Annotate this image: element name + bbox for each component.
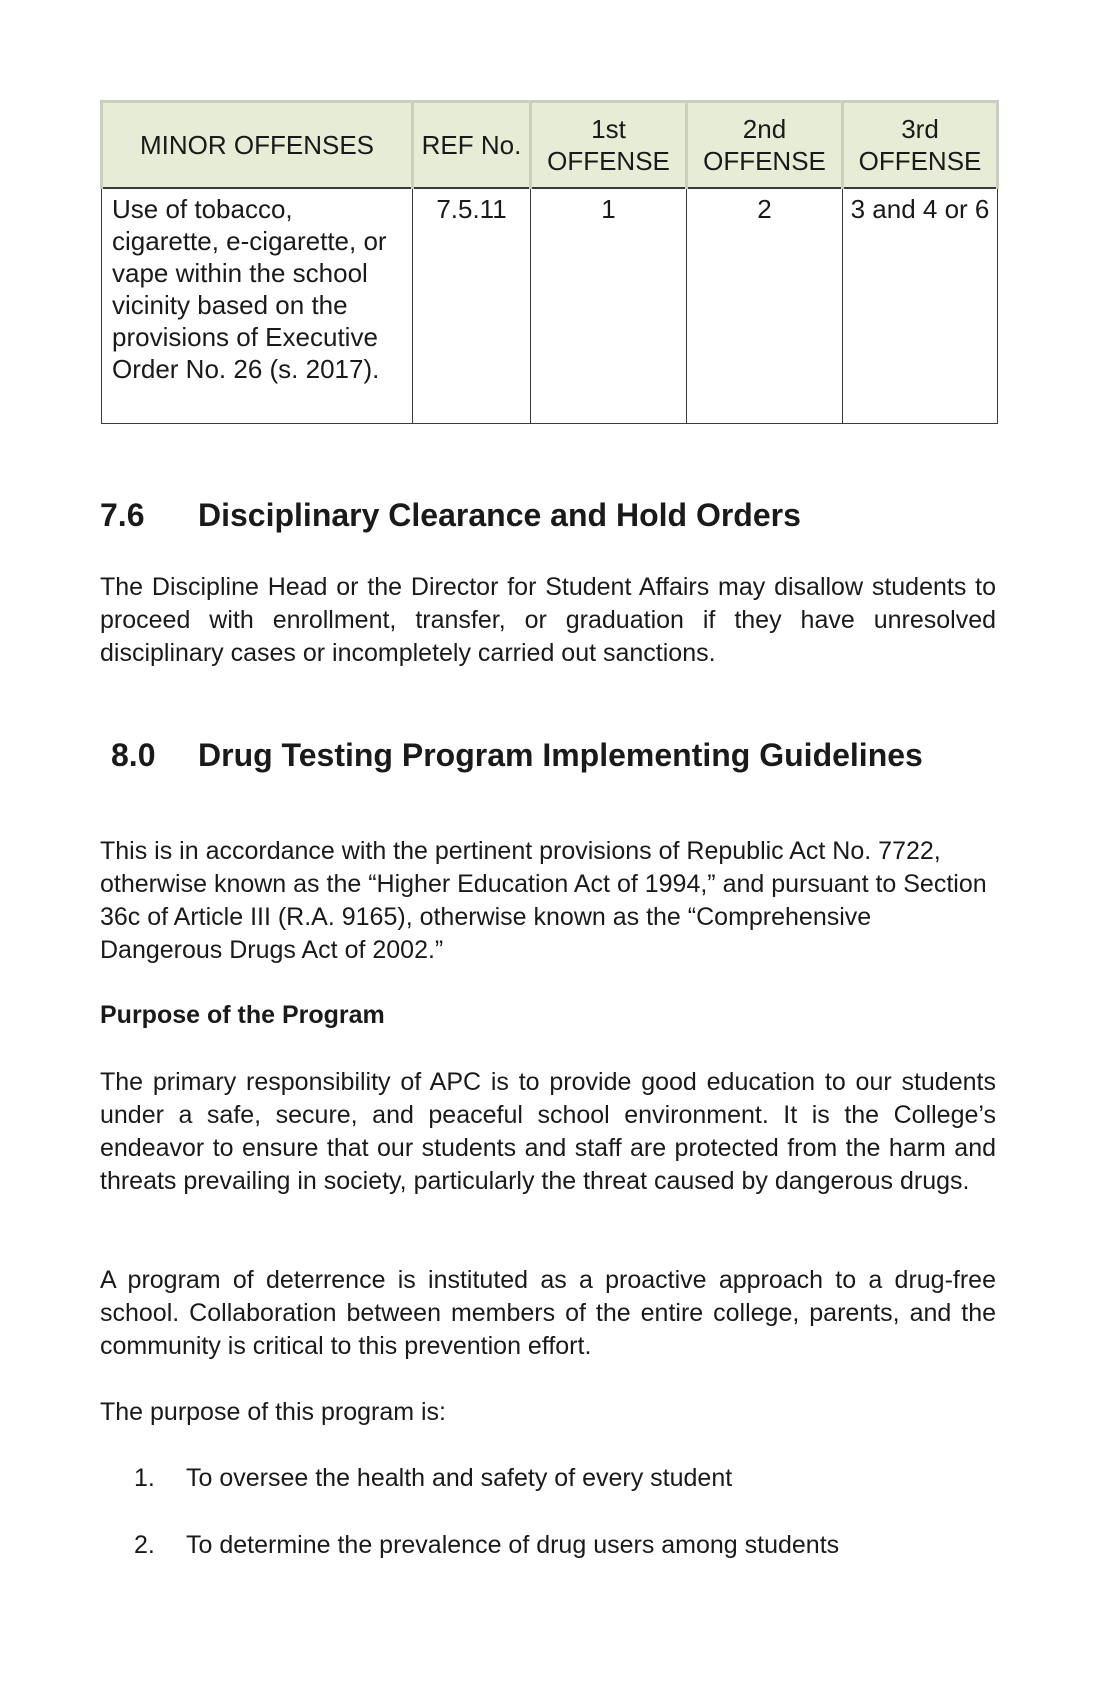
first-offense-value: 1 — [531, 188, 687, 424]
header-minor-offenses: MINOR OFFENSES — [102, 102, 413, 189]
table-header-row — [102, 102, 998, 189]
list-item-text: To oversee the health and safety of every student — [186, 1464, 733, 1492]
section-7-6-body: The Discipline Head or the Director for Student Affairs may disallow students to proceed with enrollment, transfer, or graduation if they have unresolved disciplinary cases or incompletely carried out sanctions. — [100, 573, 996, 667]
list-item-number: 2. — [134, 1531, 155, 1559]
list-item-text: To determine the prevalence of drug users among students — [186, 1531, 840, 1559]
purpose-paragraph-2: A program of deterrence is instituted as a proactive approach to a drug-free school. Collaboration between members of the entire college, parents, and the community is critical to this prevention effort. — [100, 1266, 996, 1360]
section-8-0-number: 8.0 — [111, 737, 156, 773]
header-2nd-offense: 2nd OFFENSE — [687, 102, 843, 189]
section-8-0-title: Drug Testing Program Implementing Guidelines — [198, 737, 923, 773]
second-offense-value: 2 — [687, 188, 843, 424]
section-8-0-heading — [111, 737, 923, 774]
list-item — [134, 1529, 839, 1562]
header-3rd-offense: 3rd OFFENSE — [843, 102, 998, 189]
header-ref-no: REF No. — [413, 102, 531, 189]
section-7-6-number: 7.6 — [100, 497, 145, 533]
offense-description: Use of tobacco, cigarette, e-cigarette, or vape within the school vicinity based on the provisions of Executive Order No. 26 (s. 2017). — [102, 188, 413, 424]
purpose-heading: Purpose of the Program — [100, 1001, 385, 1029]
drug-program-intro: This is in accordance with the pertinent provisions of Republic Act No. 7722, otherwise known as the “Higher Education Act of 1994,” and pursuant to Section 36c of Article III (R.A. 9165), otherwise known as the “Comprehensive Dangerous Drugs Act of 2002.” — [100, 837, 987, 964]
section-7-6-heading — [100, 497, 801, 534]
list-item — [134, 1462, 732, 1495]
header-1st-offense: 1st OFFENSE — [531, 102, 687, 189]
table-row — [102, 188, 998, 424]
section-7-6-title: Disciplinary Clearance and Hold Orders — [198, 497, 801, 533]
purpose-paragraph-1: The primary responsibility of APC is to provide good education to our students under a safe, secure, and peaceful school environment. It is the College’s endeavor to ensure that our students and staff are protected from the harm and threats prevailing in society, particularly the threat caused by dangerous drugs. — [100, 1068, 996, 1195]
ref-number: 7.5.11 — [413, 188, 531, 424]
purpose-lead: The purpose of this program is: — [100, 1398, 446, 1426]
list-item-number: 1. — [134, 1464, 155, 1492]
minor-offenses-table — [100, 100, 999, 424]
third-offense-value: 3 and 4 or 6 — [843, 188, 998, 424]
